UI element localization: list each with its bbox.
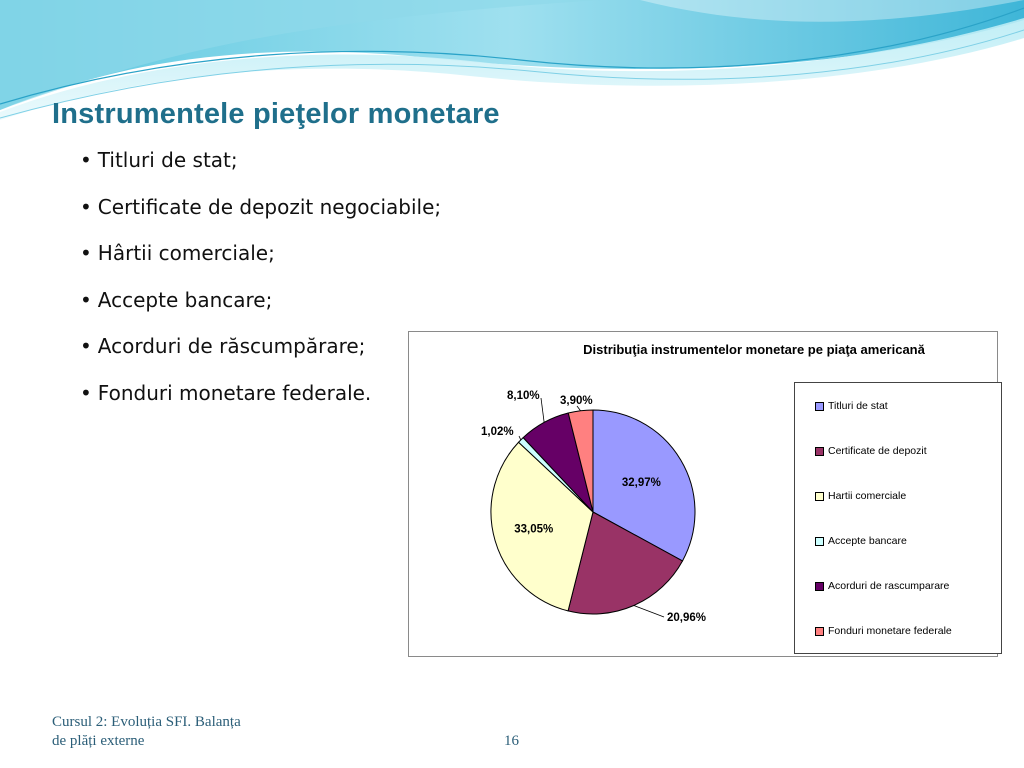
legend-swatch	[815, 402, 824, 411]
legend-item	[815, 579, 949, 593]
bullet-item	[80, 192, 441, 239]
slice-data-label: 3,90%	[560, 395, 593, 407]
bullet-item	[80, 145, 441, 192]
bullet-glyph: •	[80, 334, 92, 358]
legend-swatch	[815, 447, 824, 456]
slice-data-label: 20,96%	[667, 612, 707, 624]
footer-course-title	[52, 713, 241, 751]
bullet-item	[80, 238, 441, 285]
legend-label: Certificate de depozit	[828, 445, 927, 457]
chart-title: Distribuţia instrumentelor monetare pe piaţa americană	[583, 342, 925, 357]
bullet-glyph: •	[80, 287, 92, 312]
slice-data-label: 8,10%	[507, 390, 540, 402]
legend-swatch	[815, 537, 824, 546]
legend-item	[815, 399, 888, 413]
bullet-text: Accepte bancare;	[97, 287, 273, 312]
legend-item	[815, 534, 907, 548]
bullet-glyph: •	[80, 148, 92, 172]
leader-line	[634, 605, 664, 617]
bullet-glyph: •	[80, 194, 92, 219]
legend-label: Hartii comerciale	[828, 490, 907, 502]
slice-data-label: 32,97%	[621, 476, 661, 489]
legend-swatch	[815, 492, 824, 501]
legend-item	[815, 489, 906, 503]
bullet-glyph: •	[80, 380, 92, 405]
leader-line	[519, 436, 521, 440]
bullet-item	[80, 331, 441, 378]
legend-swatch	[815, 627, 824, 636]
footer-course-line2: de plăți externe	[52, 733, 145, 749]
legend-label: Fonduri monetare federale	[828, 625, 952, 637]
slide-title: Instrumentele pieţelor monetare	[52, 98, 500, 130]
leader-line	[541, 398, 544, 422]
legend-label: Titluri de stat	[828, 400, 888, 412]
slice-data-label: 33,05%	[514, 523, 554, 536]
bullet-text: Acorduri de răscumpărare;	[97, 334, 366, 358]
bullet-item	[80, 285, 441, 332]
footer-course-line1: Cursul 2: Evoluția SFI. Balanța	[52, 714, 241, 730]
legend-item	[815, 444, 927, 458]
legend-swatch	[815, 582, 824, 591]
slice-data-label: 1,02%	[481, 426, 514, 438]
bullet-text: Fonduri monetare federale.	[97, 380, 372, 405]
bullet-item	[80, 378, 441, 425]
bullet-text: Hârtii comerciale;	[97, 241, 275, 265]
legend-label: Accepte bancare	[828, 535, 907, 547]
chart-legend	[794, 382, 1002, 654]
legend-item	[815, 624, 952, 638]
instrument-bullet-list	[80, 145, 441, 424]
bullet-text: Titluri de stat;	[97, 148, 238, 172]
bullet-text: Certificate de depozit negociabile;	[97, 194, 442, 219]
legend-label: Acorduri de rascumparare	[828, 580, 950, 592]
pie-chart-panel	[408, 331, 998, 657]
bullet-glyph: •	[80, 241, 92, 265]
page-number: 16	[504, 733, 519, 749]
